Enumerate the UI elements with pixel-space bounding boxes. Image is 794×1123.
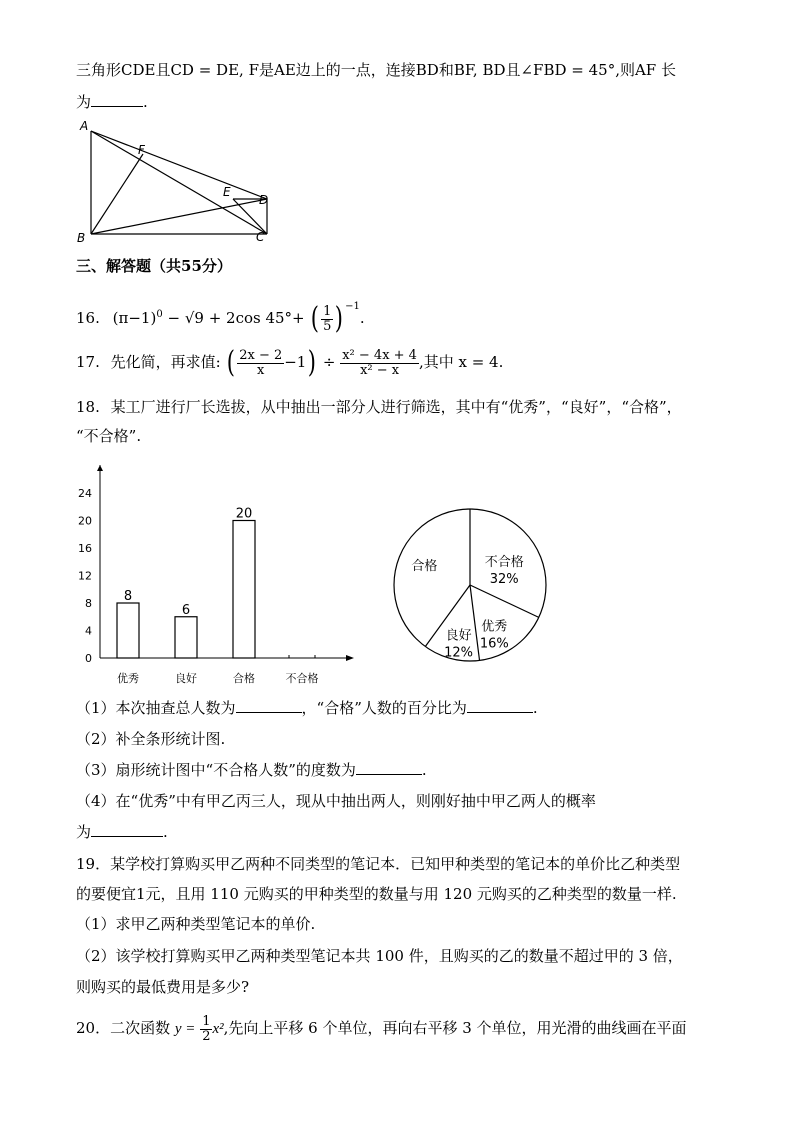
seg-AD [91,131,267,199]
seg-BD [91,199,267,234]
q19-sub1: （1）求甲乙两种类型笔记本的单价. [76,915,316,933]
q15-answer-blank [91,92,143,107]
q17 [76,344,503,381]
bar-y-tick-label: 16 [78,542,92,555]
q18-sub3-blank [356,760,422,775]
q16-number: 16. [76,309,100,327]
q18-bar-chart [70,455,365,695]
bar-y-tick-label: 0 [85,652,92,665]
q17-tail: ,其中 x = 4. [418,353,504,371]
q20-prefix: 20．二次函数 [76,1019,171,1037]
label-F: F [138,143,145,157]
q19-line1: 19．某学校打算购买甲乙两种不同类型的笔记本．已知甲种类型的笔记本的单价比乙种类型 [76,855,681,873]
pie-slice-percent: 16% [479,636,509,652]
q18-pie-chart [390,505,550,665]
q18-number: 18. [76,398,100,416]
q17-f2-den: x² − x [360,362,400,378]
bar-data-label: 6 [181,602,191,618]
q16-lparen: ( [311,301,320,336]
q17-f1-den: x [257,362,265,378]
label-C: C [256,230,265,244]
q15-line2 [76,92,148,112]
q17-fraction1 [237,349,284,378]
q17-fraction2 [340,349,419,378]
bar-y-axis-arrow [97,465,103,471]
q18-sub1-a: （1）本次抽查总人数为 [76,699,236,717]
q18-sub1-b: ，“合格”人数的百分比为 [301,699,467,717]
q16-expr-b: − √9 + 2cos 45°+ [167,309,305,327]
q17-rparen: ) [308,345,317,380]
q15-geometry-figure [76,116,276,246]
q19-sub2b: 则购买的最低费用是多少? [76,978,250,996]
bar-y-tick-label: 24 [78,487,92,500]
bar-y-tick-label: 20 [78,514,92,528]
bar [117,603,139,658]
q18-sub3-a: （3）扇形统计图中“不合格人数”的度数为 [76,761,356,779]
q16-frac-num: 1 [323,303,332,319]
bar-category-label: 优秀 [117,672,139,685]
q16-expr-a: (π−1) [112,309,157,327]
q15-line2-prefix: 为 [76,93,92,111]
pie-slice-label: 不合格 [484,555,524,570]
q17-minus-one: −1 [284,353,307,371]
bar-data-label: 8 [123,589,133,604]
seg-AC [91,131,267,234]
seg-BF [91,154,143,234]
q17-div: ÷ [322,353,336,371]
q16 [76,292,365,334]
q16-rparen: ) [335,301,344,336]
pie-slice-percent: 12% [444,645,474,661]
q18-sub4-blank [91,822,163,837]
bar-x-axis-arrow [346,655,354,661]
q18-sub1-blank1 [236,698,302,713]
q15-line1: 三角形CDE且CD = DE, F是AE边上的一点，连接BD和BF, BD且∠FBD = 45°,则AF 长 [76,61,676,79]
section-3-title: 三、解答题（共55分） [76,257,232,275]
q18-sub1 [76,698,538,718]
pie-slice-percent: 32% [489,572,519,587]
label-E: E [223,185,231,199]
q20-fraction [200,1015,212,1044]
q19-sub2: （2）该学校打算购买甲乙两种类型笔记本共 100 件，且购买的乙的数量不超过甲的 3 倍， [76,947,683,965]
q18-sub4-line2 [76,822,168,842]
q18-text1: 某工厂进行厂长选拔，从中抽出一部分人进行筛选，其中有“优秀”，“良好”，“合格”， [110,398,682,416]
q18-sub4-c: . [163,823,168,841]
bar-y-tick-label: 12 [78,569,92,583]
q18-sub3 [76,760,427,780]
q17-number: 17. [76,353,100,371]
bar [233,521,255,659]
q20-y-eq: y = [174,1021,196,1037]
label-A: A [80,119,89,133]
q18-sub1-blank2 [467,698,533,713]
bar [175,617,197,658]
bar-data-label: 20 [235,506,253,522]
pie-slice-label: 合格 [411,558,438,574]
bar-category-label: 良好 [175,672,197,685]
q17-f2-num: x² − 4x + 4 [342,347,417,363]
q16-end: . [359,309,365,327]
q16-exp-neg1: −1 [345,301,360,312]
bar-y-tick-label: 4 [85,624,92,638]
q16-frac-den: 5 [323,318,332,334]
q20-rest: ,先向上平移 6 个单位，再向右平移 3 个单位，用光滑的曲线画在平面 [223,1019,687,1037]
q20-frac-num: 1 [202,1013,211,1029]
bar-category-label: 合格 [233,672,255,685]
q18-sub4: （4）在“优秀”中有甲乙丙三人，现从中抽出两人，则刚好抽中甲乙两人的概率 [76,792,596,810]
q16-exp0: 0 [156,309,163,320]
q20-x2: x² [212,1021,224,1037]
bar-y-tick-label: 8 [85,597,92,610]
q18-line2: “不合格”. [76,427,142,445]
q19-line2: 的要便宜1元，且用 110 元购买的甲种类型的数量与用 120 元购买的乙种类型的数量一样. [76,885,677,903]
label-D: D [259,193,269,207]
q16-fraction [321,305,333,334]
q17-text: 先化简，再求值: [110,353,221,371]
q18-sub4-b: 为 [76,823,92,841]
q17-lparen: ( [227,345,236,380]
q18-line1 [76,397,682,417]
label-B: B [77,231,86,245]
bar-category-label: 不合格 [285,672,319,685]
q20-frac-den: 2 [202,1028,211,1044]
q17-f1-num: 2x − 2 [239,347,283,363]
pie-slice-label: 良好 [445,628,472,644]
q18-sub1-c: . [532,699,538,717]
pie-slice-label: 优秀 [481,619,508,635]
q20 [76,1011,687,1046]
q18-sub3-b: . [421,761,427,779]
q18-sub2: （2）补全条形统计图. [76,730,226,748]
q15-line2-suffix: . [143,93,148,111]
